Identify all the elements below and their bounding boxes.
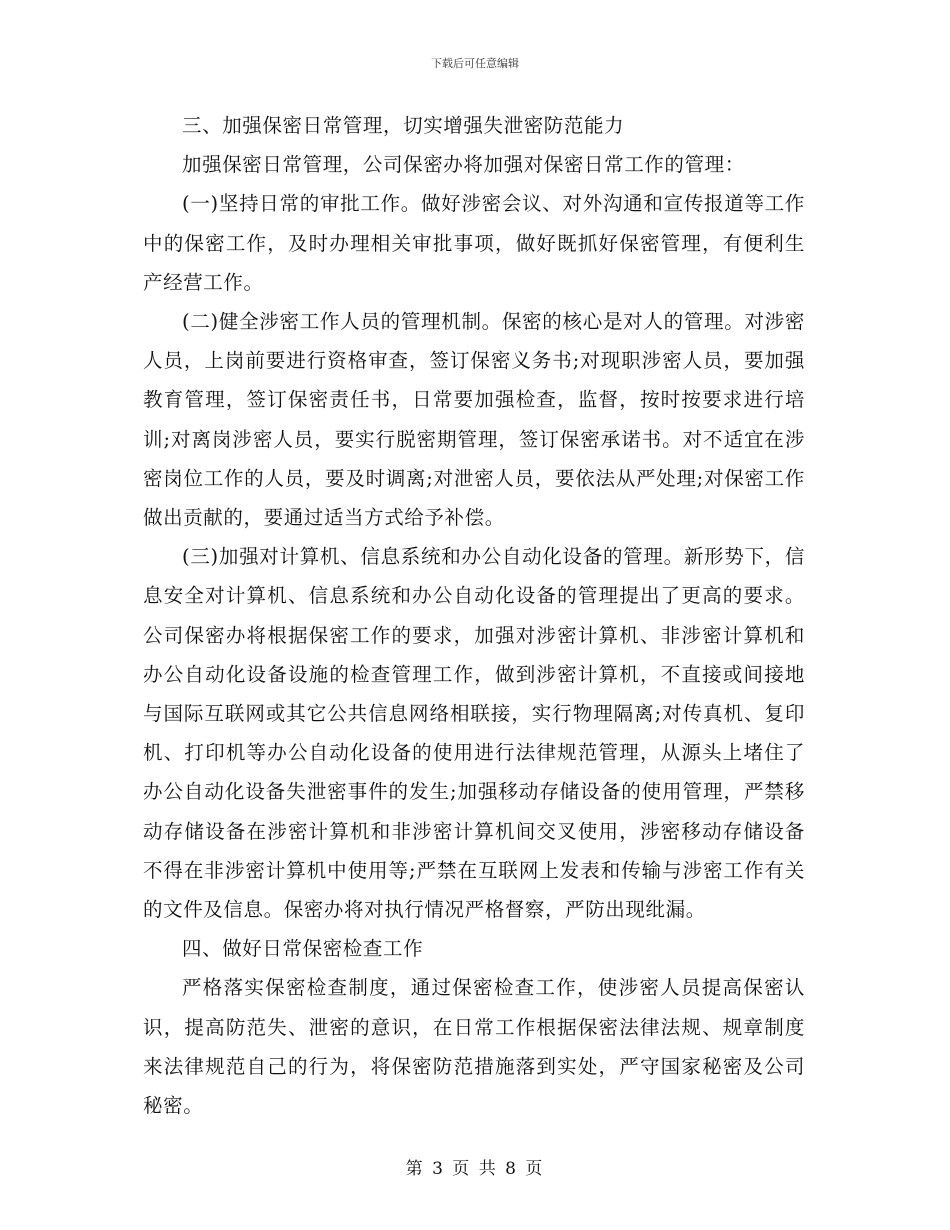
footer-current-page: 3	[432, 1159, 445, 1179]
paragraph-item-2: (二)健全涉密工作人员的管理机制。保密的核心是对人的管理。对涉密人员，上岗前要进行资格审查，签订保密义务书;对现职涉密人员，要加强教育管理，签订保密责任书，日常要加强检查，监督，按时按要求进行培训;对离岗涉密人员，要实行脱密期管理，签订保密承诺书。对不适宜在涉密岗位工作的人员，要及时调离;对泄密人员，要依法从严处理;对保密工作做出贡献的，要通过适当方式给予补偿。	[143, 310, 805, 530]
footer-middle: 页 共	[452, 1159, 498, 1179]
paragraph-item-1: (一)坚持日常的审批工作。做好涉密会议、对外沟通和宣传报道等工作中的保密工作，及时办理相关审批事项，做好既抓好保密管理，有便利生产经营工作。	[143, 192, 805, 294]
footer-total-pages: 8	[505, 1159, 518, 1179]
footer-suffix: 页	[525, 1159, 545, 1179]
page-header: 下载后可任意编辑	[431, 57, 519, 70]
footer-prefix: 第	[405, 1159, 425, 1179]
paragraph-intro: 加强保密日常管理，公司保密办将加强对保密日常工作的管理：	[182, 153, 745, 177]
section-heading-3: 三、加强保密日常管理，切实增强失泄密防范能力	[182, 114, 625, 137]
paragraph-inspection: 严格落实保密检查制度，通过保密检查工作，使涉密人员提高保密认识，提高防范失、泄密的意识，在日常工作根据保密法律法规、规章制度来法律规范自己的行为，将保密防范措施落到实处，严守国家秘密及公司秘密。	[143, 976, 805, 1118]
document-body	[143, 106, 805, 1125]
paragraph-item-3: (三)加强对计算机、信息系统和办公自动化设备的管理。新形势下，信息安全对计算机、信息系统和办公自动化设备的管理提出了更高的要求。公司保密办将根据保密工作的要求，加强对涉密计算机、非涉密计算机和办公自动化设备设施的检查管理工作，做到涉密计算机，不直接或间接地与国际互联网或其它公共信息网络相联接，实行物理隔离;对传真机、复印机、打印机等办公自动化设备的使用进行法律规范管理，从源头上堵住了办公自动化设备失泄密事件的发生;加强移动存储设备的使用管理，严禁移动存储设备在涉密计算机和非涉密计算机间交叉使用，涉密移动存储设备不得在非涉密计算机中使用等;严禁在互联网上发表和传输与涉密工作有关的文件及信息。保密办将对执行情况严格督察，严防出现纰漏。	[143, 545, 805, 922]
section-heading-4: 四、做好日常保密检查工作	[182, 937, 424, 961]
page-footer	[0, 1154, 950, 1179]
